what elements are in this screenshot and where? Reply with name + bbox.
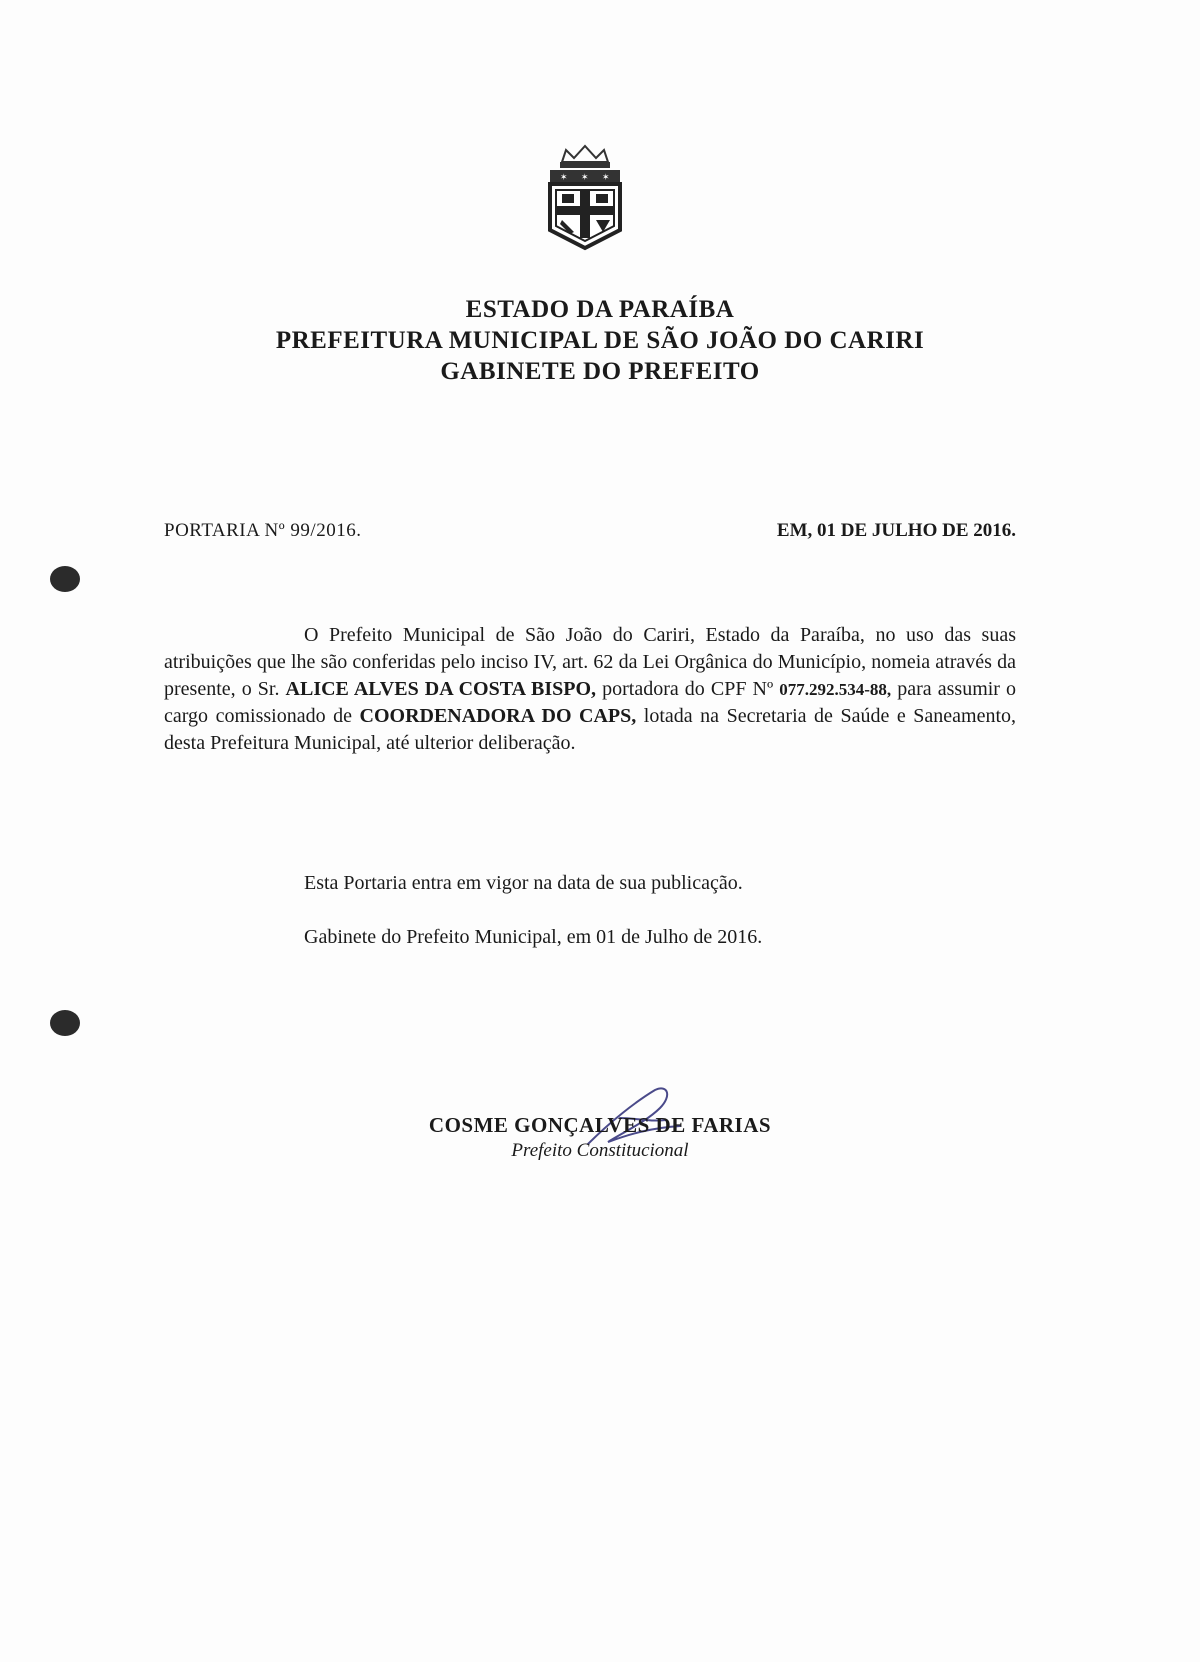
signatory-title: Prefeito Constitucional bbox=[511, 1140, 689, 1161]
signatory-name: COSME GONÇALVES DE FARIAS bbox=[428, 1113, 772, 1137]
svg-text:✶: ✶ bbox=[560, 173, 568, 183]
state-line: ESTADO DA PARAÍBA bbox=[465, 296, 735, 323]
cpf-number: 077.292.534-88, bbox=[779, 680, 892, 699]
punch-hole-icon bbox=[50, 1010, 80, 1036]
svg-text:✶: ✶ bbox=[602, 173, 610, 183]
ordinance-date: EM, 01 DE JULHO DE 2016. bbox=[776, 520, 1016, 541]
svg-text:✶: ✶ bbox=[581, 173, 589, 183]
role-prefix: para assumir o cargo comissionado de bbox=[164, 678, 1017, 727]
role-title: COORDENADORA DO CAPS, bbox=[359, 705, 637, 727]
document-header bbox=[0, 294, 1200, 387]
prefecture-line: PREFEITURA MUNICIPAL DE SÃO JOÃO DO CARIRI bbox=[275, 327, 925, 354]
validity-clause: Esta Portaria entra em vigor na data de sua publicação. bbox=[304, 872, 743, 894]
body-intro: O Prefeito Municipal de São João do Cariri, Estado da Paraíba, no uso das suas atribuições que lhe são conferidas pelo inciso IV, art. 62 da Lei Orgânica do Município, nomeia através da presente, o Sr. bbox=[164, 624, 1016, 700]
ordinance-body bbox=[164, 622, 1016, 757]
office-line: GABINETE DO PREFEITO bbox=[440, 358, 760, 385]
cpf-prefix: portadora do CPF Nº bbox=[602, 678, 774, 700]
place-and-date: Gabinete do Prefeito Municipal, em 01 de Julho de 2016. bbox=[304, 926, 763, 948]
punch-hole-icon bbox=[50, 566, 80, 592]
ordinance-number: PORTARIA Nº 99/2016. bbox=[164, 520, 362, 541]
coat-of-arms-icon bbox=[540, 140, 630, 255]
appointee-name: ALICE ALVES DA COSTA BISPO, bbox=[285, 678, 597, 700]
body-closing: lotada na Secretaria de Saúde e Saneamento, desta Prefeitura Municipal, até ulterior deliberação. bbox=[164, 705, 1017, 754]
